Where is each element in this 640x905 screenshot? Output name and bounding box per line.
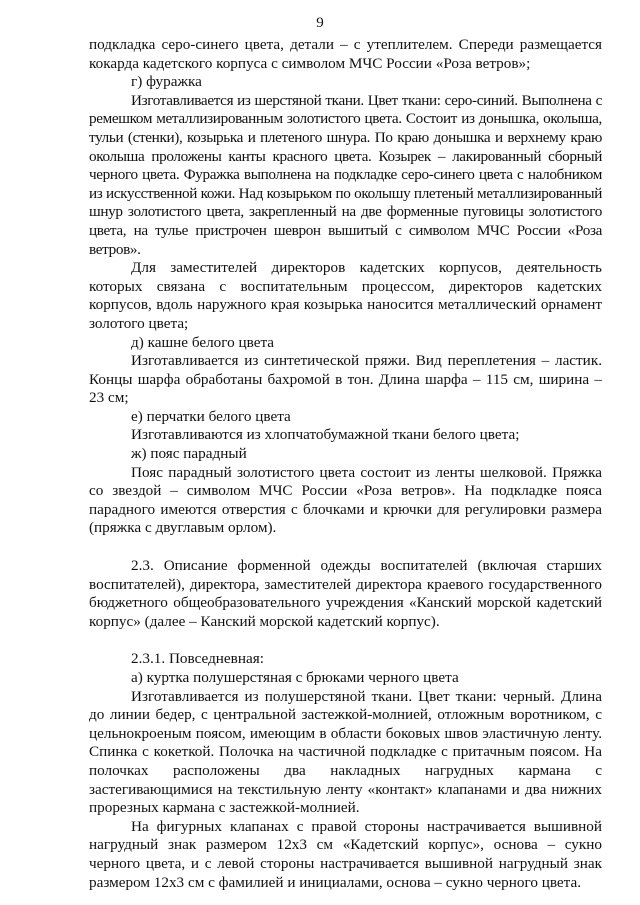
paragraph-scarf-description: Изготавливается из синтетической пряжи. Вид переплетения – ластик. Концы шарфа обработаны бахромой в тон. Длина шарфа – 115 см, ширина – 23 см;: [89, 352, 602, 407]
document-body: [89, 36, 602, 892]
paragraph-gloves-description: Изготавливаются из хлопчатобумажной ткани белого цвета;: [131, 426, 520, 444]
list-item-belt: ж) пояс парадный: [131, 445, 247, 463]
paragraph-continuation: подкладка серо-синего цвета, детали – с утеплителем. Спереди размещается кокарда кадетского корпуса с символом МЧС России «Роза ветров»;: [89, 36, 602, 72]
list-item-jacket: а) куртка полушерстяная с брюками черного цвета: [131, 669, 459, 686]
list-item-scarf: д) кашне белого цвета: [131, 333, 275, 351]
subsection-heading-2-3-1: 2.3.1. Повседневная:: [131, 650, 264, 668]
page-number: 9: [316, 15, 324, 31]
paragraph-jacket-description: Изготавливается из полушерстяной ткани. Цвет ткани: черный. Длина до линии бедер, с центральной застежкой-молнией, отложным воротником, с цельнокроеным поясом, имеющим в области боковых швов эластичную ленту. Спинка с кокеткой. Полочка на частичной подкладке с притачным поясом. На полочках расположены два накладных нагрудных кармана с застегивающимися на текстильную ленту «контакт» клапанами и два нижних прорезных кармана с застежкой-молнией.: [89, 687, 602, 817]
spacer: [89, 538, 602, 557]
paragraph-cap-description: Изготавливается из шерстяной ткани. Цвет ткани: серо-синий. Выполнена с ремешком металлизированным золотистого цвета. Состоит из донышка, околыша, тульи (стенки), козырька и плетеного шнура. По краю донышка и верхнему краю околыша проложены канты красного цвета. Козырек – лакированный сборный черного цвета. Фуражка выполнена на подкладке серо-синего цвета с налобником из искусственной кожи. Над козырьком по околышу плетеный металлизированный шнур золотистого цвета, закрепленный на две форменные пуговицы золотистого цвета, на тулье пристрочен шеврон вышитый с символом МЧС России «Роза ветров».: [89, 91, 602, 258]
paragraph-jacket-badges: На фигурных клапанах с правой стороны настрачивается вышивной нагрудный знак размером 12х3 см «Кадетский корпус», основа – сукно черного цвета, и с левой стороны настрачивается вышивной нагрудный знак размером 12х3 см с фамилией и инициалами, основа – сукно черного цвета.: [89, 817, 602, 891]
list-item-gloves: е) перчатки белого цвета: [131, 407, 291, 425]
paragraph-cap-ornament: Для заместителей директоров кадетских корпусов, деятельность которых связана с воспитательным процессом, директоров кадетских корпусов, вдоль наружного края козырька наносится металлический орнамент золотого цвета;: [89, 259, 602, 332]
list-item-cap: г) фуражка: [131, 73, 202, 91]
paragraph-belt-description: Пояс парадный золотистого цвета состоит из ленты шелковой. Пряжка со звездой – символом МЧС России «Роза ветров». На подкладке пояса парадного имеются отверстия с блочками и крючки для регулировки размера (пряжка с двуглавым орлом).: [89, 463, 602, 537]
spacer: [89, 631, 602, 650]
section-heading-2-3: 2.3. Описание форменной одежды воспитателей (включая старших воспитателей), директора, заместителей директора краевого государственного бюджетного общеобразовательного учреждения «Канский морской кадетский корпус» (далее – Канский морской кадетский корпус).: [89, 557, 602, 630]
